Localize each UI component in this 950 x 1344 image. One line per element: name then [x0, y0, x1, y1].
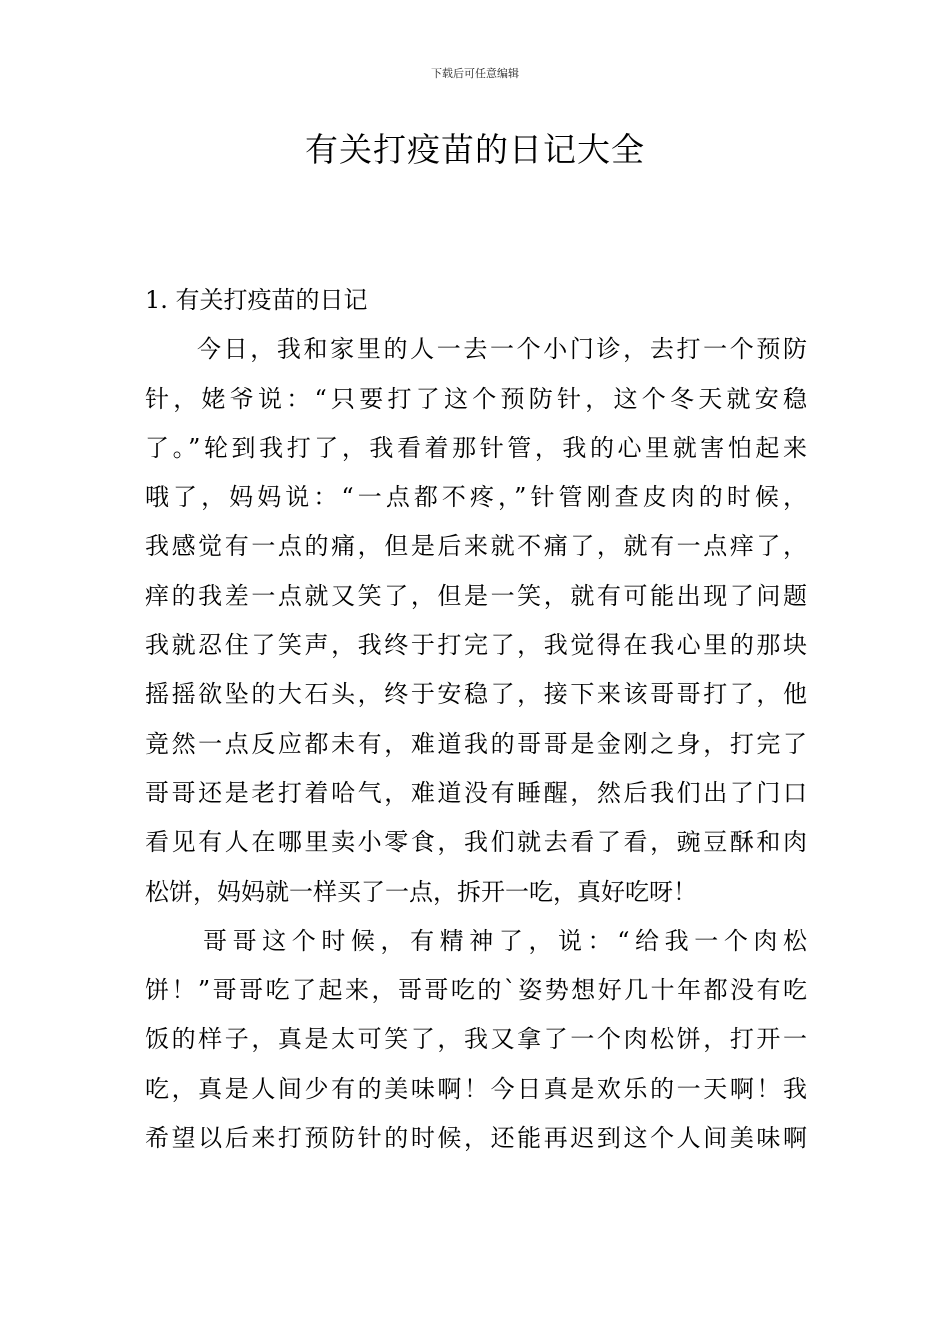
text-line: 松饼，妈妈就一样买了一点，拆开一吃，真好吃呀！: [145, 877, 697, 906]
text-line: 哥哥还是老打着哈气，难道没有睡醒，然后我们出了门口: [145, 778, 807, 807]
paragraph-2: [145, 917, 807, 1163]
text-line: 饼！”哥哥吃了起来，哥哥吃的`姿势想好几十年都没有吃: [145, 976, 807, 1005]
text-line: 我感觉有一点的痛，但是后来就不痛了，就有一点痒了，: [145, 532, 807, 561]
text-line: 了。”轮到我打了，我看着那针管，我的心里就害怕起来: [145, 433, 807, 462]
document-body: [145, 276, 807, 1163]
text-line: 哥哥这个时候，有精神了，说：“给我一个肉松: [203, 926, 807, 955]
section-heading: 1. 有关打疫苗的日记: [145, 286, 368, 314]
text-line: 竟然一点反应都未有，难道我的哥哥是金刚之身，打完了: [145, 729, 807, 758]
document-title: 有关打疫苗的日记大全: [305, 130, 645, 169]
text-line: 希望以后来打预防针的时候，还能再迟到这个人间美味啊: [145, 1124, 807, 1153]
text-line: 今日，我和家里的人一去一个小门诊，去打一个预防: [197, 335, 807, 364]
text-line: 看见有人在哪里卖小零食，我们就去看了看，豌豆酥和肉: [145, 828, 807, 857]
text-line: 饭的样子，真是太可笑了，我又拿了一个肉松饼，打开一: [145, 1025, 807, 1054]
text-line: 摇摇欲坠的大石头，终于安稳了，接下来该哥哥打了，他: [145, 680, 807, 709]
header-note: 下载后可任意编辑: [431, 67, 519, 80]
text-line: 吃，真是人间少有的美味啊！今日真是欢乐的一天啊！我: [145, 1074, 807, 1103]
text-line: 针，姥爷说：“只要打了这个预防针，这个冬天就安稳: [145, 384, 807, 413]
text-line: 哦了，妈妈说：“一点都不疼，”针管刚查皮肉的时候，: [145, 483, 807, 512]
text-line: 痒的我差一点就又笑了，但是一笑，就有可能出现了问题: [145, 581, 807, 610]
paragraph-1: [145, 325, 807, 917]
text-line: 我就忍住了笑声，我终于打完了，我觉得在我心里的那块: [145, 631, 807, 660]
